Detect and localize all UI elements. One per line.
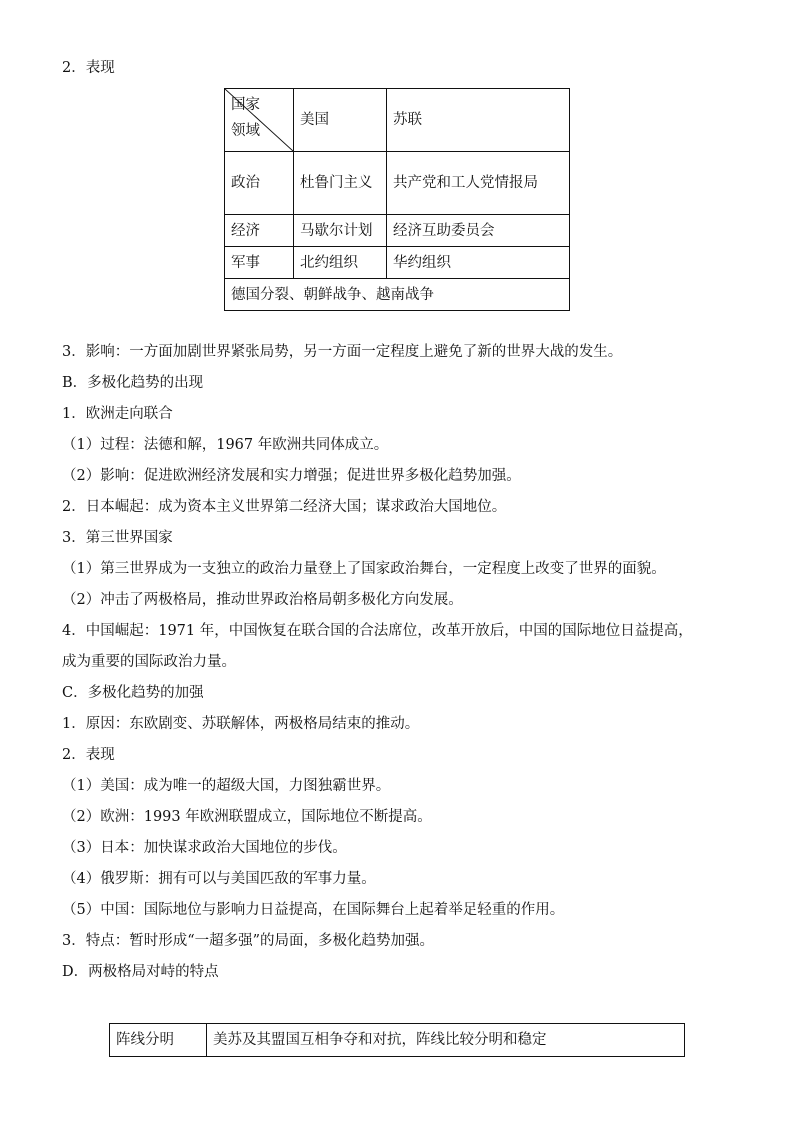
cell-ussr-politics: 共产党和工人党情报局 — [387, 152, 570, 215]
paragraph-line: 成为重要的国际政治力量。 — [62, 654, 236, 670]
section-heading: D．两极格局对峙的特点 — [62, 964, 219, 980]
cell-us-economy: 马歇尔计划 — [294, 215, 387, 247]
cell-us-military: 北约组织 — [294, 247, 387, 279]
paragraph-line: （2）欧洲：1993 年欧洲联盟成立，国际地位不断提高。 — [62, 809, 432, 825]
column-header-ussr: 苏联 — [387, 89, 570, 152]
section-heading: C．多极化趋势的加强 — [62, 685, 204, 701]
row-label-economy: 经济 — [225, 215, 294, 247]
cell-us-politics: 杜鲁门主义 — [294, 152, 387, 215]
characteristic-text: 美苏及其盟国互相争夺和对抗，阵线比较分明和稳定 — [207, 1024, 685, 1057]
paragraph-line: （1）过程：法德和解，1967 年欧洲共同体成立。 — [62, 437, 389, 453]
paragraph-line: 3．影响：一方面加剧世界紧张局势，另一方面一定程度上避免了新的世界大战的发生。 — [62, 344, 623, 360]
characteristic-label: 阵线分明 — [110, 1024, 207, 1057]
paragraph-line: （1）美国：成为唯一的超级大国，力图独霸世界。 — [62, 778, 391, 794]
paragraph-line: 3．第三世界国家 — [62, 530, 173, 546]
paragraph-line: 2．日本崛起：成为资本主义世界第二经济大国；谋求政治大国地位。 — [62, 499, 507, 515]
paragraph-line: 3．特点：暂时形成“一超多强”的局面，多极化趋势加强。 — [62, 933, 435, 949]
cell-ussr-military: 华约组织 — [387, 247, 570, 279]
paragraph-line: （2）冲击了两极格局，推动世界政治格局朝多极化方向发展。 — [62, 592, 463, 608]
table-corner-cell — [225, 89, 294, 152]
paragraph-line: 1．欧洲走向联合 — [62, 406, 173, 422]
column-header-us: 美国 — [294, 89, 387, 152]
paragraph-line: （3）日本：加快谋求政治大国地位的步伐。 — [62, 840, 347, 856]
paragraph-line: 1．原因：东欧剧变、苏联解体，两极格局结束的推动。 — [62, 716, 420, 732]
characteristics-table — [109, 1023, 685, 1057]
paragraph-line: 4．中国崛起：1971 年，中国恢复在联合国的合法席位，改革开放后，中国的国际地位日益提高， — [62, 623, 693, 639]
confrontation-table — [224, 88, 570, 311]
corner-bottom-label: 领域 — [231, 123, 260, 139]
paragraph-line: （5）中国：国际地位与影响力日益提高，在国际舞台上起着举足轻重的作用。 — [62, 902, 565, 918]
row-label-politics: 政治 — [225, 152, 294, 215]
row-label-military: 军事 — [225, 247, 294, 279]
section-heading: B．多极化趋势的出现 — [62, 375, 204, 391]
paragraph-line: （4）俄罗斯：拥有可以与美国匹敌的军事力量。 — [62, 871, 376, 887]
cell-ussr-economy: 经济互助委员会 — [387, 215, 570, 247]
paragraph-line: （1）第三世界成为一支独立的政治力量登上了国家政治舞台，一定程度上改变了世界的面貌。 — [62, 561, 666, 577]
table-footer-row: 德国分裂、朝鲜战争、越南战争 — [225, 279, 570, 311]
section-heading: 2．表现 — [62, 60, 115, 76]
paragraph-line: （2）影响：促进欧洲经济发展和实力增强；促进世界多极化趋势加强。 — [62, 468, 521, 484]
corner-top-label: 国家 — [231, 97, 260, 113]
paragraph-line: 2．表现 — [62, 747, 115, 763]
